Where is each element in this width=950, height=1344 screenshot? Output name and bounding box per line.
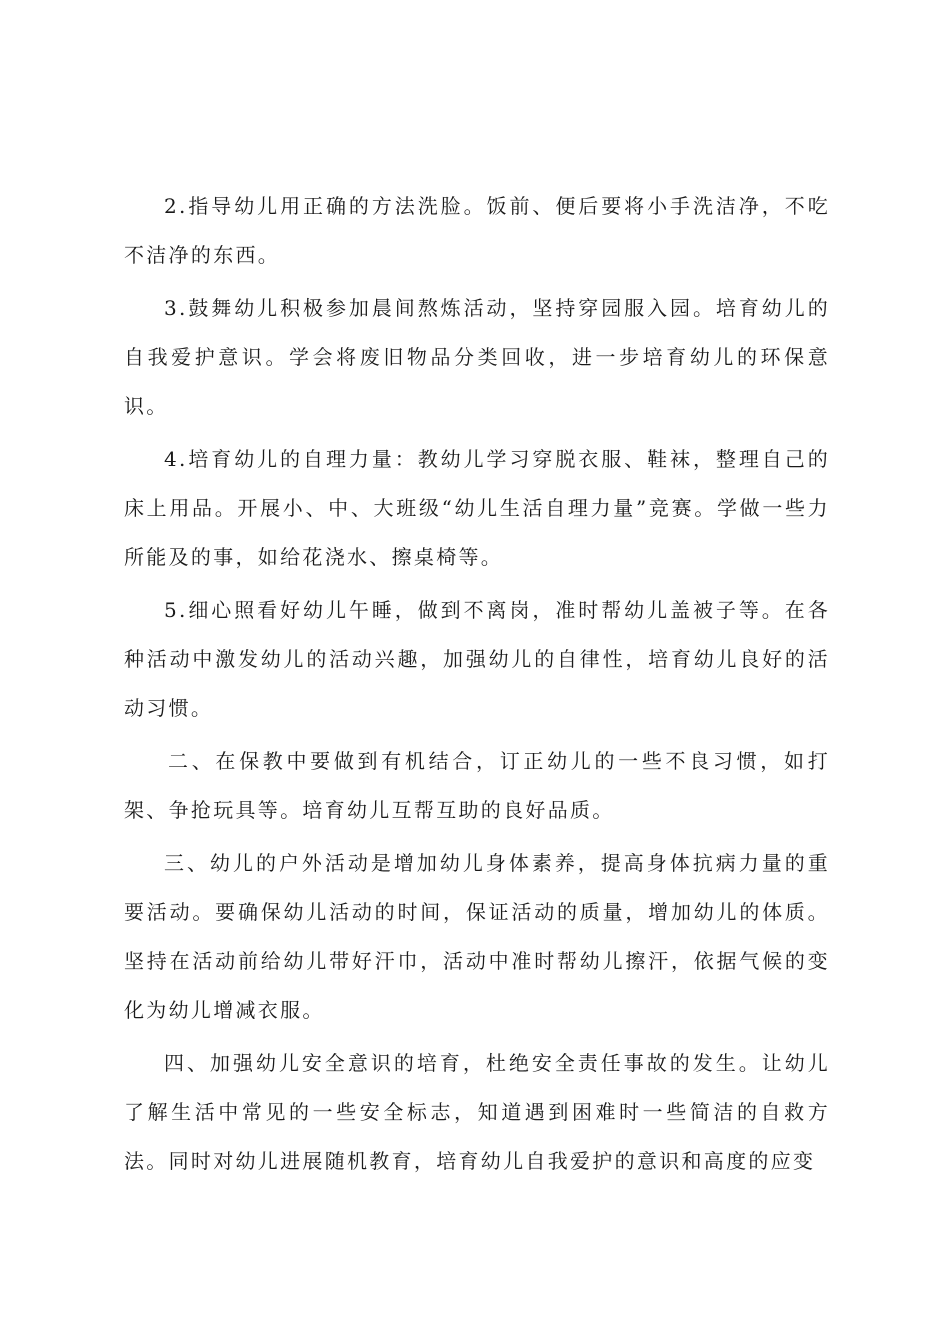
document-body xyxy=(124,182,830,1190)
paragraph-item-3: 3.鼓舞幼儿积极参加晨间熬炼活动，坚持穿园服入园。培育幼儿的自我爱护意识。学会将废旧物品分类回收，进一步培育幼儿的环保意识。 xyxy=(124,296,830,418)
paragraph-item-4: 4.培育幼儿的自理力量：教幼儿学习穿脱衣服、鞋袜，整理自己的床上用品。开展小、中、大班级“幼儿生活自理力量”竞赛。学做一些力所能及的事，如给花浇水、擦桌椅等。 xyxy=(124,447,830,569)
paragraph-section-2: 二、在保教中要做到有机结合，订正幼儿的一些不良习惯，如打架、争抢玩具等。培育幼儿互帮互助的良好品质。 xyxy=(124,749,830,822)
paragraph-item-2: 2.指导幼儿用正确的方法洗脸。饭前、便后要将小手洗洁净，不吃不洁净的东西。 xyxy=(124,194,830,267)
paragraph-item-5: 5.细心照看好幼儿午睡，做到不离岗，准时帮幼儿盖被子等。在各种活动中激发幼儿的活动兴趣，加强幼儿的自律性，培育幼儿良好的活动习惯。 xyxy=(124,598,830,720)
paragraph-section-3: 三、幼儿的户外活动是增加幼儿身体素养，提高身体抗病力量的重要活动。要确保幼儿活动的时间，保证活动的质量，增加幼儿的体质。坚持在活动前给幼儿带好汗巾，活动中准时帮幼儿擦汗，依据气候的变化为幼儿增减衣服。 xyxy=(124,851,830,1022)
paragraph-section-4: 四、加强幼儿安全意识的培育，杜绝安全责任事故的发生。让幼儿了解生活中常见的一些安全标志，知道遇到困难时一些简洁的自救方法。同时对幼儿进展随机教育，培育幼儿自我爱护的意识和高度的应变 xyxy=(124,1051,830,1173)
